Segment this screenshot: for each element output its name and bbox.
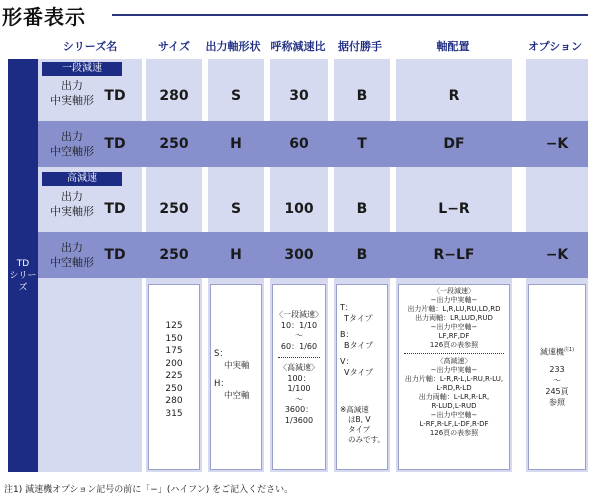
mounting-note: T： Tタイプ B： Bタイプ V： Vタイプ	[340, 303, 374, 377]
header-series: シリーズ名	[62, 40, 118, 53]
row4-size: 250	[159, 247, 189, 263]
row1-shaft: S	[230, 88, 242, 104]
row1-shaft-type: 出力 中実軸形	[50, 79, 94, 107]
size-list: 125 150 175 200 225 250 280 315	[165, 321, 183, 419]
page-title: 形番表示	[2, 5, 86, 29]
row3-mount: B	[356, 201, 368, 217]
row1-size: 280	[159, 88, 189, 104]
row2-mount: T	[357, 136, 367, 152]
header-mounting: 据付勝手	[338, 40, 382, 53]
row2-shaft-type: 出力 中空軸形	[50, 130, 94, 158]
row3-series: TD	[104, 201, 126, 217]
footnote: 注1) 減速機オプション記号の前に「−」(ハイフン) をご記入ください。	[4, 485, 294, 495]
row2-option: −K	[545, 136, 569, 152]
ratio-note: 〈一段減速〉 10：1/10 ～ 60：1/60 〈高減速〉 100： 1/100 ～ 3600： 1/3600	[275, 310, 323, 425]
row4-series: TD	[104, 247, 126, 263]
header-shaft-shape: 出力軸形状	[205, 40, 261, 53]
row3-arrangement: L−R	[438, 201, 470, 217]
row2-ratio: 60	[289, 136, 309, 152]
header-ratio: 呼称減速比	[270, 40, 326, 53]
row1-ratio: 30	[289, 88, 309, 104]
row1-arrangement: R	[448, 88, 460, 104]
row3-ratio: 100	[284, 201, 314, 217]
section-single-stage: 一段減速	[42, 62, 122, 76]
row2-arrangement: DF	[443, 136, 465, 152]
series-sidebar-label: TD シリーズ	[9, 259, 37, 293]
option-note: 減速機$^{注1)}$ 233 ～ 245頁 参照	[539, 347, 575, 407]
row3-shaft: S	[230, 201, 242, 217]
row4-shaft-type: 出力 中空軸形	[50, 241, 94, 269]
row4-ratio: 300	[284, 247, 314, 263]
arrangement-note: 〈一段減速〉 −出力中実軸− 出力片軸：L,R,LU,RU,LD,RD 出力両軸：LR,LUD,RUD −出力中空軸− LF,RF,DF 126頁の表参照 〈高減速〉 −出力中実軸− 出力片軸：L-R,R-L,L-RU,R-LU, L-RD,R-LD 出力両軸：L-LR,R-LR, R-LUD,L-RUD −出力中空軸− L-RF,R-LF,L-DF,R-DF 126頁の表参照	[404, 287, 504, 437]
mounting-high-note: ※高減速 はB, V タイプ のみです。	[340, 405, 385, 444]
row2-size: 250	[159, 136, 189, 152]
header-arrangement: 軸配置	[436, 40, 470, 53]
row4-option: −K	[545, 247, 569, 263]
title-rule	[112, 14, 588, 16]
row2-shaft: H	[230, 136, 242, 152]
row1-mount: B	[356, 88, 368, 104]
row4-mount: B	[356, 247, 368, 263]
header-option: オプション	[527, 40, 582, 53]
row4-shaft: H	[230, 247, 242, 263]
row1-series: TD	[104, 88, 126, 104]
row3-shaft-type: 出力 中実軸形	[50, 190, 94, 218]
row2-series: TD	[104, 136, 126, 152]
shaft-shape-note: S： 中実軸 H： 中空軸	[214, 349, 250, 401]
header-size: サイズ	[157, 40, 191, 53]
row4-arrangement: R−LF	[433, 247, 475, 263]
row3-size: 250	[159, 201, 189, 217]
section-high-reduction: 高減速	[42, 172, 122, 186]
